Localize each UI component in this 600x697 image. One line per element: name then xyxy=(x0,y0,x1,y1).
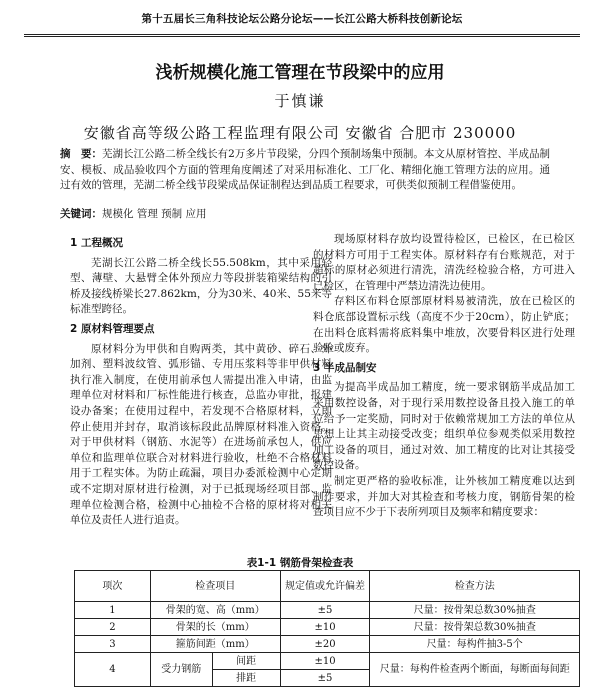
table-row xyxy=(75,619,580,636)
section1-heading: 1 工程概况 xyxy=(70,237,123,249)
rebar-cage-inspection-table xyxy=(74,570,580,687)
cell-no: 2 xyxy=(75,619,151,636)
cell-no: 1 xyxy=(75,602,151,619)
cell-item: 骨架的长（mm） xyxy=(150,619,280,636)
cell-item: 受力钢筋 xyxy=(150,653,212,687)
cell-item: 骨架的宽、高（mm） xyxy=(150,602,280,619)
cell-tolerance: ±10 xyxy=(280,653,370,670)
header-tolerance: 规定值或允许偏差 xyxy=(280,571,370,602)
author: 于慎谦 xyxy=(274,92,326,110)
cell-method: 尺量：按骨架总数30%抽查 xyxy=(370,602,580,619)
cell-tolerance: ±10 xyxy=(280,619,370,636)
affiliation: 安徽省高等级公路工程监理有限公司 安徽省 合肥市 230000 xyxy=(83,124,517,142)
header-no: 项次 xyxy=(75,571,151,602)
bin-paragraph: 存料区布料仓原部原材料易被清洗，放在已检区的料仓底部设置标示线（高度不少于20cm），防止铲底；在出料仓底料需将底料集中堆放，次要骨料区进行处理验验或废弃。 xyxy=(313,295,575,355)
inspection-paragraph: 制定更严格的验收标准，让外核加工精度难以达到制作要求，并加大对其检查和考核力度，钢筋骨架的检查项目应不少于下表所列项目及频率和精度要求： xyxy=(313,474,575,519)
keywords-label: 关键词： xyxy=(60,208,102,220)
cell-tolerance: ±5 xyxy=(280,670,370,687)
header-method: 检查方法 xyxy=(370,571,580,602)
cell-item: 箍筋间距（mm） xyxy=(150,636,280,653)
section2-paragraph: 原材料分为甲供和自购两类，其中黄砂、碎石、外加剂、塑料波纹管、弧形锚、专用压浆料等非甲供材料执行准入制度，在使用前承包人需提出准入申请，由监理单位对材料和厂标性能进行核查，总监办审批，报建设办备案；在使用过程中，若发现不合格原材料，立即停止使用并封存，取消该标段此品牌原材料准入资格。对于甲供材料（钢筋、水泥等）在进场前承包人，供应单位和监理单位联合对材料进行验收，杜绝不合格材料用于工程实体。为防止疏漏，项目办委派检测中心定期或不定期对原材进行检测，对于已抵现场经项目部、监理单位检测合格，检测中心抽检不合格的原材将对相关单位及责任人进行追责。 xyxy=(70,342,332,527)
section3-paragraph: 为提高半成品加工精度，统一要求钢筋半成品加工采用数控设备，对于现行采用数控设备且投入施工的单位给予一定奖励，同时对于依赖常规加工方法的单位从思想上让其主动接受改变；组织单位参观类似采用数控加工设备的项目，通过对效、加工精度的比对让其接受数控设备。 xyxy=(313,381,575,472)
cell-method: 尺量：按骨架总数30%抽查 xyxy=(370,619,580,636)
left-column xyxy=(70,232,332,529)
paper-title: 浅析规模化施工管理在节段梁中的应用 xyxy=(155,63,445,83)
cell-subitem: 间距 xyxy=(212,653,280,670)
running-header: 第十五届长三角科技论坛公路分论坛——长江公路大桥科技创新论坛 xyxy=(24,4,580,37)
cell-method: 尺量：每构件检查两个断面，每断面每间距 xyxy=(370,653,580,687)
cell-tolerance: ±20 xyxy=(280,636,370,653)
cell-subitem: 排距 xyxy=(212,670,280,687)
table-row xyxy=(75,602,580,619)
table-row xyxy=(75,653,580,670)
storage-area-paragraph: 现场原材料存放均设置待检区，已检区，在已检区的材料方可用于工程实体。原材料存有台账规范，对于超标的原材必须进行清洗，清洗经检验合格，方可进入已检区，在管理中严禁边清洗边使用。 xyxy=(313,233,575,292)
table-title: 表1-1 钢筋骨架检查表 xyxy=(246,557,354,569)
abstract-label: 摘 要： xyxy=(60,148,103,160)
abstract-text: 芜湖长江公路二桥全线长有2万多片节段梁，分四个预制场集中预制。本文从原材管控、半成品制安、模板、成品验收四个方面的管理角度阐述了对采用标准化、工厂化、精细化施工管理方法的应用。通过有效的管理，芜湖二桥全线节段梁成品保证制程达到品质工程要求，可供类似预制工程借鉴使用。 xyxy=(60,148,550,191)
keywords xyxy=(60,206,550,221)
section1-paragraph: 芜湖长江公路二桥全线长55.508km，其中采用轻型、薄壁、大悬臂全体外预应力等段拼装箱梁结构的引桥及接线桥梁长27.862km，分为30米、40米、55米等标准型跨径。 xyxy=(70,256,332,316)
table-row xyxy=(75,636,580,653)
cell-method: 尺量：每构件抽3-5个 xyxy=(370,636,580,653)
right-column xyxy=(313,232,575,521)
section2-heading: 2 原材料管理要点 xyxy=(70,322,155,335)
keywords-text: 规模化 管理 预制 应用 xyxy=(102,208,207,220)
cell-no: 3 xyxy=(75,636,151,653)
cell-tolerance: ±5 xyxy=(280,602,370,619)
cell-no: 4 xyxy=(75,653,151,687)
section3-heading: 3 半成品制安 xyxy=(313,361,377,374)
abstract xyxy=(60,147,550,194)
header-item: 检查项目 xyxy=(150,571,280,602)
table-header-row xyxy=(75,571,580,602)
